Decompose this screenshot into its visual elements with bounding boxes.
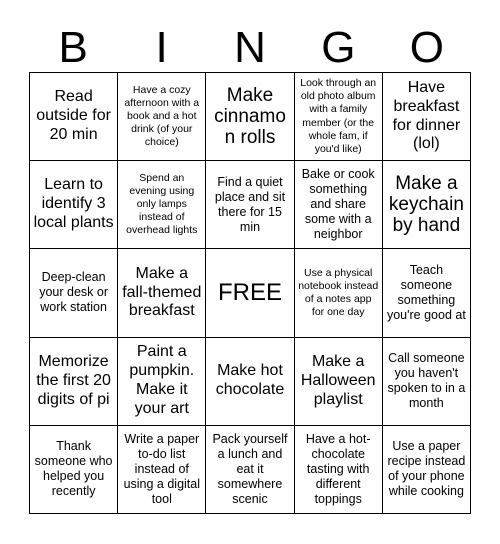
cell-text: Thank someone who helped you recently	[34, 439, 113, 499]
cell-text: Deep-clean your desk or work station	[39, 270, 108, 315]
cell-text: Make a Halloween playlist	[300, 352, 376, 408]
bingo-cell-free[interactable]	[206, 249, 294, 337]
cell-text: Paint a pumpkin. Make it your art	[129, 343, 195, 418]
bingo-cell[interactable]	[118, 426, 206, 514]
bingo-cell[interactable]	[295, 249, 383, 337]
cell-text: Have a hot-chocolate tasting with different toppings	[305, 431, 371, 506]
cell-text: Make a fall-themed breakfast	[122, 264, 202, 320]
bingo-cell[interactable]	[295, 338, 383, 426]
cell-text: Find a quiet place and sit there for 15 min	[214, 174, 286, 234]
cell-text: Make hot chocolate	[215, 362, 285, 399]
cell-text: Write a paper to-do list instead of using a digital tool	[123, 431, 201, 506]
bingo-cell[interactable]	[383, 249, 471, 337]
bingo-header	[29, 18, 471, 78]
bingo-cell[interactable]	[383, 73, 471, 161]
cell-text: Bake or cook something and share some with a neighbor	[301, 167, 375, 242]
cell-text: Memorize the first 20 digits of pi	[36, 352, 111, 408]
bingo-cell[interactable]	[118, 249, 206, 337]
cell-text: Use a paper recipe instead of your phone while cooking	[387, 439, 466, 499]
cell-text: Call someone you haven't spoken to in a month	[387, 351, 466, 411]
cell-text: Make a keychain by hand	[388, 172, 464, 237]
bingo-cell[interactable]	[206, 338, 294, 426]
header-letter-i: I	[155, 23, 168, 72]
bingo-cell[interactable]	[118, 161, 206, 249]
cell-text: FREE	[217, 278, 282, 306]
header-letter-o: O	[409, 23, 444, 72]
bingo-cell[interactable]	[295, 73, 383, 161]
cell-text: Read outside for 20 min	[36, 88, 111, 144]
bingo-cell[interactable]	[206, 426, 294, 514]
cell-text: Pack yourself a lunch and eat it somewhere scenic	[212, 431, 288, 506]
bingo-cell[interactable]	[383, 426, 471, 514]
header-letter-n: N	[234, 23, 266, 72]
bingo-cell[interactable]	[295, 161, 383, 249]
bingo-cell[interactable]	[30, 73, 118, 161]
header-letter-b: B	[58, 23, 88, 72]
cell-text: Use a physical notebook instead of a notes app for one day	[298, 266, 379, 319]
bingo-cell[interactable]	[206, 73, 294, 161]
bingo-cell[interactable]	[30, 426, 118, 514]
bingo-cell[interactable]	[30, 249, 118, 337]
bingo-cell[interactable]	[30, 338, 118, 426]
bingo-cell[interactable]	[206, 161, 294, 249]
bingo-cell[interactable]	[295, 426, 383, 514]
bingo-cell[interactable]	[30, 161, 118, 249]
cell-text: Look through an old photo album with a family member (or the whole fam, if you'd like)	[300, 77, 377, 155]
bingo-board	[29, 72, 471, 514]
cell-text: Make cinnamon rolls	[214, 84, 286, 149]
cell-text: Have breakfast for dinner (lol)	[392, 78, 461, 153]
cell-text: Teach someone something you're good at	[386, 262, 466, 322]
cell-text: Learn to identify 3 local plants	[33, 176, 114, 232]
cell-text: Have a cozy afternoon with a book and a hot drink (of your choice)	[124, 83, 200, 149]
bingo-cell[interactable]	[118, 73, 206, 161]
bingo-cell[interactable]	[118, 338, 206, 426]
cell-text: Spend an evening using only lamps instead of overhead lights	[126, 171, 198, 237]
header-letter-g: G	[321, 23, 356, 72]
bingo-cell[interactable]	[383, 338, 471, 426]
bingo-cell[interactable]	[383, 161, 471, 249]
